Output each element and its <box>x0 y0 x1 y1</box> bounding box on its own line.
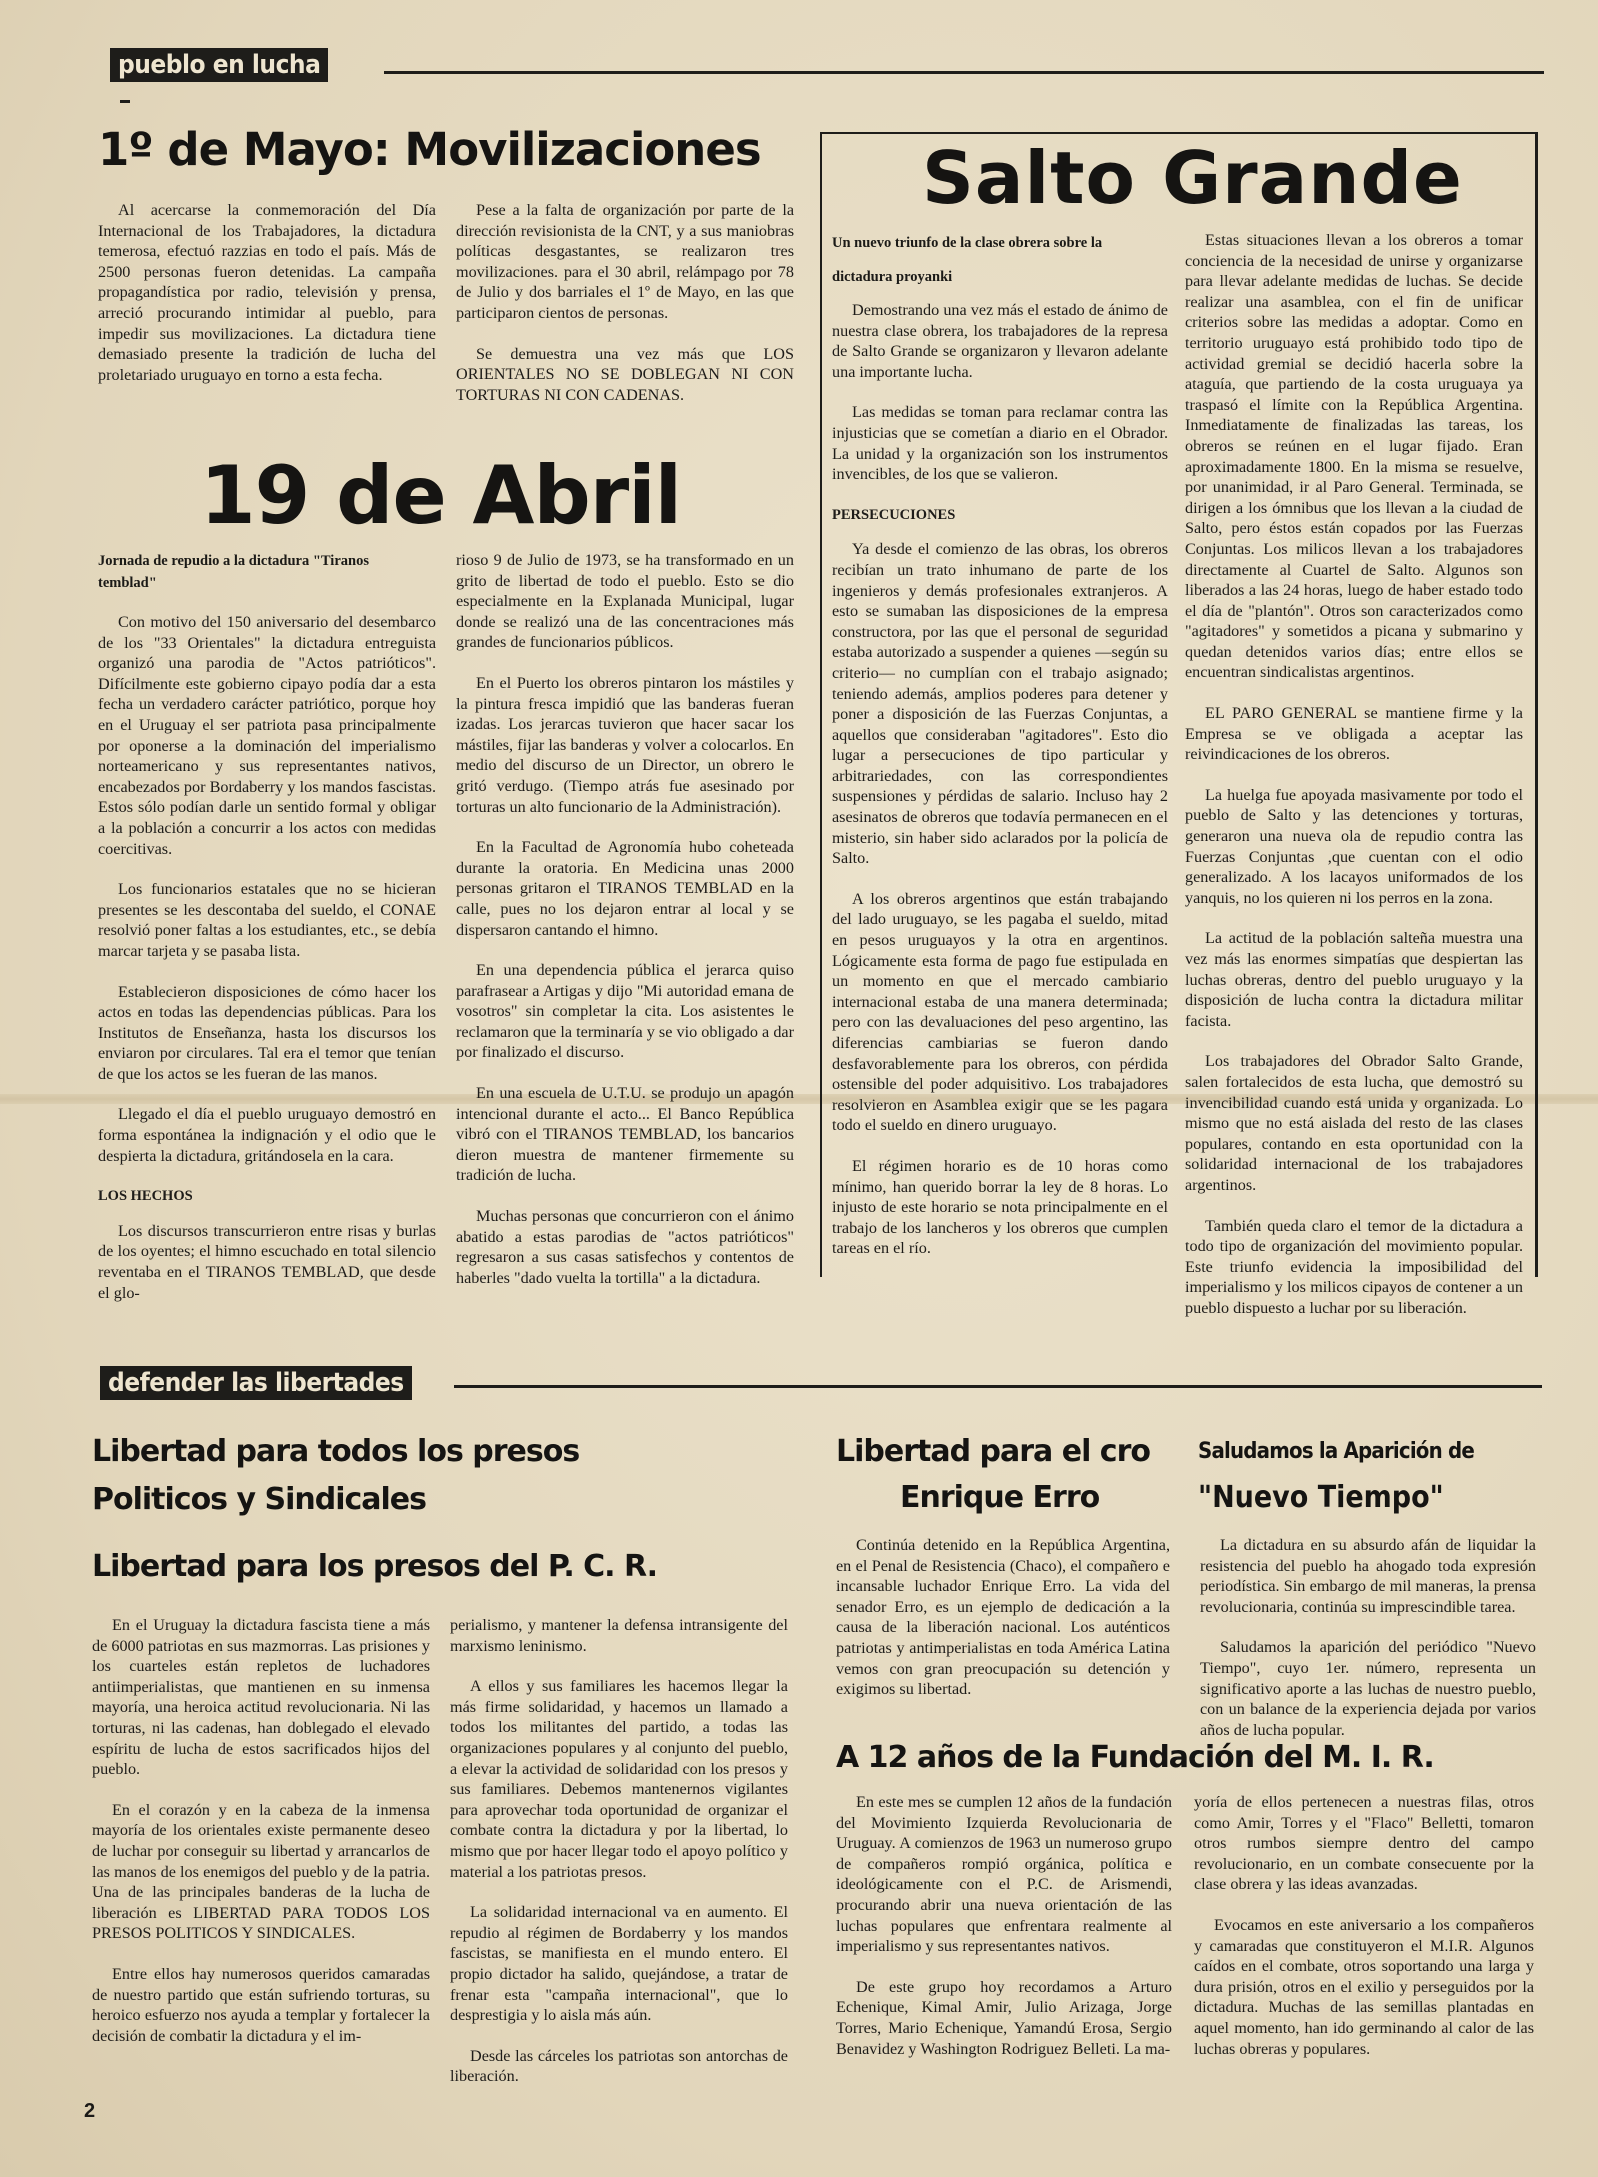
libertad-paragraph: perialismo, y mantener la defensa intransigente del marxismo leninismo. <box>450 1616 788 1655</box>
erro-col <box>836 1535 1170 1720</box>
nuevo-tiempo-headline-line2: "Nuevo Tiempo" <box>1198 1480 1444 1515</box>
libertad-paragraph: La solidaridad internacional va en aumento. El repudio al régimen de Bordaberry y los mandos fascistas, se manifiesta en el mundo entero. El propio dictador ha salido, quejándose, a tratar de frenar esta "campaña internacional", que lo desprestigia y lo aisla más aún. <box>450 1903 788 2025</box>
section-rule-top <box>384 71 1544 74</box>
mir-col-2 <box>1194 1792 1534 2079</box>
mayo-headline: 1º de Mayo: Movilizaciones <box>98 123 761 176</box>
libertad-headline-line1: Libertad para todos los presos <box>92 1434 580 1469</box>
mayo-paragraph: Se demuestra una vez más que LOS ORIENTALES NO SE DOBLEGAN NI CON TORTURAS NI CON CADENAS. <box>456 344 794 404</box>
section-tag-pueblo-en-lucha: pueblo en lucha <box>110 48 328 82</box>
libertad-paragraph: En el Uruguay la dictadura fascista tiene a más de 6000 patriotas en sus mazmorras. Las prisiones y los cuarteles están repletos de luchadores antiimperialistas, que mantienen en su inmensa mayoría, una heroica actitud revolucionaria. Ni las torturas, ni las cadenas, han doblegado el elevado espíritu de lucha de estos sacrificados hijos del pueblo. <box>92 1616 430 1779</box>
mir-paragraph: yoría de ellos pertenecen a nuestras filas, otros como Amir, Torres y el "Flaco" Belletti, tomaron otros rumbos siempre dentro del campo revolucionario, en un combate consecuente por la clase obrera y las ideas avanzadas. <box>1194 1793 1534 1894</box>
salto-paragraph: Demostrando una vez más el estado de ánimo de nuestra clase obrera, los trabajadores de la represa de Salto Grande se organizaron y llevaron adelante una importante lucha. <box>832 301 1168 381</box>
libertad-paragraph: A ellos y sus familiares les hacemos llegar la más firme solidaridad, y hacemos un llamado a todos los militantes del partido, a todas las organizaciones populares y al conjunto del pueblo, a elevar la actividad de solidaridad con los presos y sus familiares. Debemos mantenernos vigilantes para aprovechar toda oportunidad de organizar el combate contra la dictadura y por la libertad, lo mismo que por hacer llegar todo el apoyo político y material a los patriotas presos. <box>450 1677 788 1881</box>
libertad-col-1 <box>92 1615 430 2066</box>
abril-paragraph: Los funcionarios estatales que no se hicieran presentes se les descontaba del sueldo, el CONAE resolvió poner faltas a los estudiantes, etc., se debía marcar tarjeta y se pasaba lista. <box>98 880 436 960</box>
salto-paragraph: Los trabajadores del Obrador Salto Grande, salen fortalecidos de esta lucha, que demostró su invencibilidad cuando está unida y organizada. Lo mismo que no está aislada del resto de las clases populares, contando en esta oportunidad con la solidaridad internacional de los trabajadores argentinos. <box>1185 1052 1523 1194</box>
abril-paragraph: Con motivo del 150 aniversario del desembarco de los "33 Orientales" la dictadura entreguista organizó una parodia de "Actos patrióticos". Difícilmente este gobierno cipayo podía dar a esta fecha un verdadero carácter patriótico, porque hoy en el Uruguay el ser patriota pasa principalmente por oponerse a la dominación del imperialismo norteamericano y sus representantes nativos, encabezados por Bordaberry y los mandos fascistas. Estos sólo podían darle un sentido formal y obligar a la población a concurrir a los actos con medidas coercitivas. <box>98 613 436 858</box>
nuevo-tiempo-paragraph: Saludamos la aparición del periódico "Nuevo Tiempo", cuyo 1er. número, representa un significativo aporte a las luchas de nuestro pueblo, con un balance de la experiencia dejada por varios años de lucha popular. <box>1200 1638 1536 1739</box>
abril-headline: 19 de Abril <box>200 449 682 542</box>
erro-headline-line1: Libertad para el cro <box>836 1434 1150 1469</box>
libertad-headline-line2: Politicos y Sindicales <box>92 1482 427 1517</box>
salto-paragraph: Las medidas se toman para reclamar contra las injusticias que se cometían a diario en el Obrador. La unidad y la organización son los instrumentos invencibles, de los que se valieron. <box>832 403 1168 484</box>
salto-col-1 <box>832 300 1168 1279</box>
abril-paragraph: En una dependencia pública el jerarca quiso parafrasear a Artigas y dijo "Mi autoridad emana de vosotros" sin completar la cita. Los asistentes le reclamaron que la terminaría y se vio obligado a dar por finalizado el discurso. <box>456 961 794 1062</box>
hechos-heading: LOS HECHOS <box>98 1188 193 1205</box>
salto-paragraph: Ya desde el comienzo de las obras, los obreros recibían un trato inhumano de parte de los ingenieros y demás profesionales extranjeros. A esto se sumaban las disposiciones de la empresa constructora, por las que el personal de seguridad estaba autorizado a suspender a quienes —según su criterio— no cumplían con el trabajo asignado; teniendo además, amplios poderes para detener y poner a disposición de las Fuerzas Conjuntas, a aquellos que consideraban "agitadores". Esto dio lugar a persecuciones de tipo particular y arbitrariedades, con las correspondientes suspensiones y pérdidas de salario. Incluso hay 2 asesinatos de obreros que todavía permanecen en el misterio, sin haber sido aclarados por la policía de Salto. <box>832 540 1168 868</box>
mayo-paragraph: Al acercarse la conmemoración del Día Internacional de los Trabajadores, la dictadura temerosa, efectuó razzias en todo el país. Más de 2500 personas fueron detenidas. La campaña propagandística por radio, televisión y prensa, arreció procurando intimidar al pueblo, para impedir sus movilizaciones. La dictadura tiene demasiado presente la tradición de lucha del proletariado uruguayo en torno a esta fecha. <box>98 201 436 384</box>
abril-paragraph: Muchas personas que concurrieron con el ánimo abatido a estas parodias de "actos patrióticos" regresaron a sus casas satisfechos y contentos de haberles "dado vuelta la tortilla" a la dictadura. <box>456 1207 794 1287</box>
salto-paragraph: EL PARO GENERAL se mantiene firme y la Empresa se ve obligada a aceptar las reivindicaciones de los obreros. <box>1185 704 1523 764</box>
libertad-paragraph: En el corazón y en la cabeza de la inmensa mayoría de los orientales existe permanente deseo de luchar por conseguir su libertad y arrancarlos de las manos de los enemigos del pueblo y de la patria. Una de las principales banderas de la lucha de liberación es LIBERTAD PARA TODOS LOS PRESOS POLITICOS Y SINDICALES. <box>92 1800 430 1943</box>
abril-paragraph: En el Puerto los obreros pintaron los mástiles y la pintura fresca impidió que las banderas fueran izadas. Los jerarcas tuvieron que hacer sacar los mástiles, fijar las banderas y volver a colocarlos. En medio del discurso de un Director, un obrero le gritó verdugo. (Tiempo atrás fue asesinado por torturas un alto funcionario de la Administración). <box>456 673 794 816</box>
mir-paragraph: Evocamos en este aniversario a los compañeros y camaradas que constituyeron el M.I.R. Algunos caídos en el combate, otros soportando una larga y dura prisión, otros en el exilio y perseguidos por la dictadura. Muchas de las semillas plantadas en aquel momento, han ido germinando al calor de las luchas obreras y populares. <box>1194 1915 1534 2058</box>
mir-headline: A 12 años de la Fundación del M. I. R. <box>836 1740 1434 1775</box>
salto-paragraph: Estas situaciones llevan a los obreros a tomar conciencia de la necesidad de unirse y organizarse para llevar adelante medidas de luchas. Se decide realizar una asamblea, con el fin de unificar criterios sobre las medidas a adoptar. Como en territorio uruguayo está prohibido todo tipo de actividad gremial se decidió hacerla sobre la ataguía, que partiendo de la costa uruguaya ya traspasó el límite con la República Argentina. Inmediatamente de finalizadas las tareas, los obreros se reúnen en el lugar fijado. Eran aproximadamente 1800. En la misma se resuelve, por unanimidad, ir al Paro General. Terminada, se dirigen a los ómnibus que los llevan a la ciudad de Salto, pero éstos están copados por las Fuerzas Conjuntas. Los milicos llevan a los trabajadores directamente al Cuartel de Salto. Algunos son liberados a las 24 horas, luego de haber estado todo el día de "plantón". Otros son caracterizados como "agitadores" y sometidos a picana y submarino y quedan detenidos varios días; entre ellos se encuentran sindicalistas argentinos. <box>1185 231 1523 682</box>
libertad-paragraph: Desde las cárceles los patriotas son antorchas de liberación. <box>450 2046 788 2086</box>
nuevo-tiempo-col <box>1200 1535 1536 1760</box>
mayo-paragraph: Pese a la falta de organización por parte de la dirección revisionista de la CNT, y a sus maniobras políticas desgastantes, se realizaron tres movilizaciones. para el 30 abril, relámpago por 78 de Julio y dos barriales el 1º de Mayo, en las que participaron cientos de personas. <box>456 201 794 322</box>
page-number: 2 <box>84 2100 96 2122</box>
salto-paragraph: La actitud de la población salteña muestra una vez más las enormes simpatías que despiertan las luchas obreras, dentro del pueblo uruguayo y la disposición de lucha contra la dictadura militar facista. <box>1185 929 1523 1030</box>
salto-headline: Salto Grande <box>922 136 1463 220</box>
dash-mark <box>120 100 130 103</box>
salto-paragraph: El régimen horario es de 10 horas como mínimo, han querido borrar la ley de 8 horas. Lo injusto de este horario se nota principalmente en el trabajo de los lancheros y los obreros que cumplen tareas en el río. <box>832 1156 1168 1258</box>
mayo-col-1 <box>98 200 436 405</box>
mir-paragraph: En este mes se cumplen 12 años de la fundación del Movimiento Izquierda Revolucionaria de Uruguay. A comienzos de 1963 un numeroso grupo de compañeros rompió orgánica, política e ideológicamente con el P.C. de Arismendi, procurando abrir una nueva orientación de las luchas populares que enfrentara realmente al imperialismo y sus representantes nativos. <box>836 1793 1172 1956</box>
salto-kicker: Un nuevo triunfo de la clase obrera sobre la dictadura proyanki <box>832 235 1103 285</box>
erro-paragraph: Continúa detenido en la República Argentina, en el Penal de Resistencia (Chaco), el compañero e incansable luchador Enrique Erro. La vida del senador Erro, es un ejemplo de dedicación a la causa de la liberación nacional. Los auténticos patriotas y antimperialistas en toda América Latina vemos con gran preocupación su detención y exigimos su libertad. <box>836 1536 1170 1699</box>
salto-paragraph: A los obreros argentinos que están trabajando del lado uruguayo, se les pagaba el sueldo, mitad en pesos uruguayos y la otra en argentinos. Lógicamente esta forma de pago fue estipulada en un momento en que el mercado cambiario internacional estaba de una manera determinada; pero con las devaluaciones del peso argentino, las diferencias cambiarias se fueron dando desfavorablemente para los obreros, con pérdida ostensible del poder adquisitivo. Los trabajadores resolvieron en Asamblea exigir que se les pagara todo el sueldo en dinero uruguayo. <box>832 889 1168 1135</box>
abril-paragraph: En una escuela de U.T.U. se produjo un apagón intencional durante el acto... El Banco República vibró con el TIRANOS TEMBLAD, los bancarios dieron muestra de mantener firmemente su tradición de lucha. <box>456 1084 794 1185</box>
salto-paragraph: También queda claro el temor de la dictadura a todo tipo de organización del movimiento popular. Este triunfo evidencia la imposibilidad del imperialismo y los milicos cipayos de contener a un pueblo dispuesto a luchar por su liberación. <box>1185 1216 1523 1317</box>
mir-paragraph: De este grupo hoy recordamos a Arturo Echenique, Kimal Amir, Julio Arizaga, Jorge Torres, Mario Echenique, Yamandú Erosa, Sergio Benavidez y Washington Rodriguez Belleti. La ma- <box>836 1977 1172 2058</box>
abril-col-1 <box>98 612 436 1323</box>
abril-paragraph: Llegado el día el pueblo uruguayo demostró en forma espontánea la indignación y el odio que le despierta la dictadura, gritándosela en la cara. <box>98 1105 436 1165</box>
abril-paragraph: Los discursos transcurrieron entre risas y burlas de los oyentes; el himno escuchado en total silencio reventaba en el TIRANOS TEMBLAD, que desde el glo- <box>98 1221 436 1302</box>
salto-paragraph: La huelga fue apoyada masivamente por todo el pueblo de Salto y las detenciones y torturas, generaron una nueva ola de repudio contra las Fuerzas Conjuntas ,que cuentan con el odio generalizado. A los lacayos uniformados de los yanquis, no los quieren ni los perros en la zona. <box>1185 785 1523 907</box>
nuevo-tiempo-paragraph: La dictadura en su absurdo afán de liquidar la resistencia del pueblo ha ahogado toda expresión periodística. Sin embargo de mil maneras, la prensa revolucionaria, continúa su imprescindible tarea. <box>1200 1536 1536 1616</box>
section-rule-bottom <box>454 1385 1542 1388</box>
abril-col-2 <box>456 550 794 1308</box>
persecuciones-heading: PERSECUCIONES <box>832 506 956 523</box>
libertad-col-2 <box>450 1615 788 2107</box>
mir-col-1 <box>836 1792 1172 2079</box>
abril-paragraph: En la Facultad de Agronomía hubo coheteada durante la oratoria. En Medicina unas 2000 personas gritaron el TIRANOS TEMBLAD en la calle, pues no los dejaron entrar al local y se dispersaron cantando el himno. <box>456 838 794 939</box>
salto-col-2 <box>1185 230 1523 1339</box>
libertad-headline-line3: Libertad para los presos del P. C. R. <box>92 1549 658 1584</box>
abril-paragraph: Establecieron disposiciones de cómo hacer los actos en todas las dependencias públicas. Para los Institutos de Enseñanza, hasta los discursos los enviaron por circulares. Tal era el temor que tenían de que los actos se les fueran de las manos. <box>98 982 436 1083</box>
mayo-col-2 <box>456 200 794 425</box>
libertad-paragraph: Entre ellos hay numerosos queridos camaradas de nuestro partido que están sufriendo torturas, su heroico esfuerzo nos ayuda a templar y fortalecer la decisión de combatir la dictadura y el im- <box>92 1964 430 2045</box>
abril-paragraph: rioso 9 de Julio de 1973, se ha transformado en un grito de libertad de todo el pueblo. Esto se dio especialmente en la Explanada Municipal, lugar donde se realizó una de las concentraciones más grandes de funcionarios públicos. <box>456 551 794 652</box>
nuevo-tiempo-headline-line1: Saludamos la Aparición de <box>1198 1439 1474 1464</box>
section-tag-defender-las-libertades: defender las libertades <box>100 1366 412 1400</box>
erro-headline-line2: Enrique Erro <box>900 1480 1100 1515</box>
abril-kicker: Jornada de repudio a la dictadura "Tiranos temblad" <box>98 553 369 591</box>
